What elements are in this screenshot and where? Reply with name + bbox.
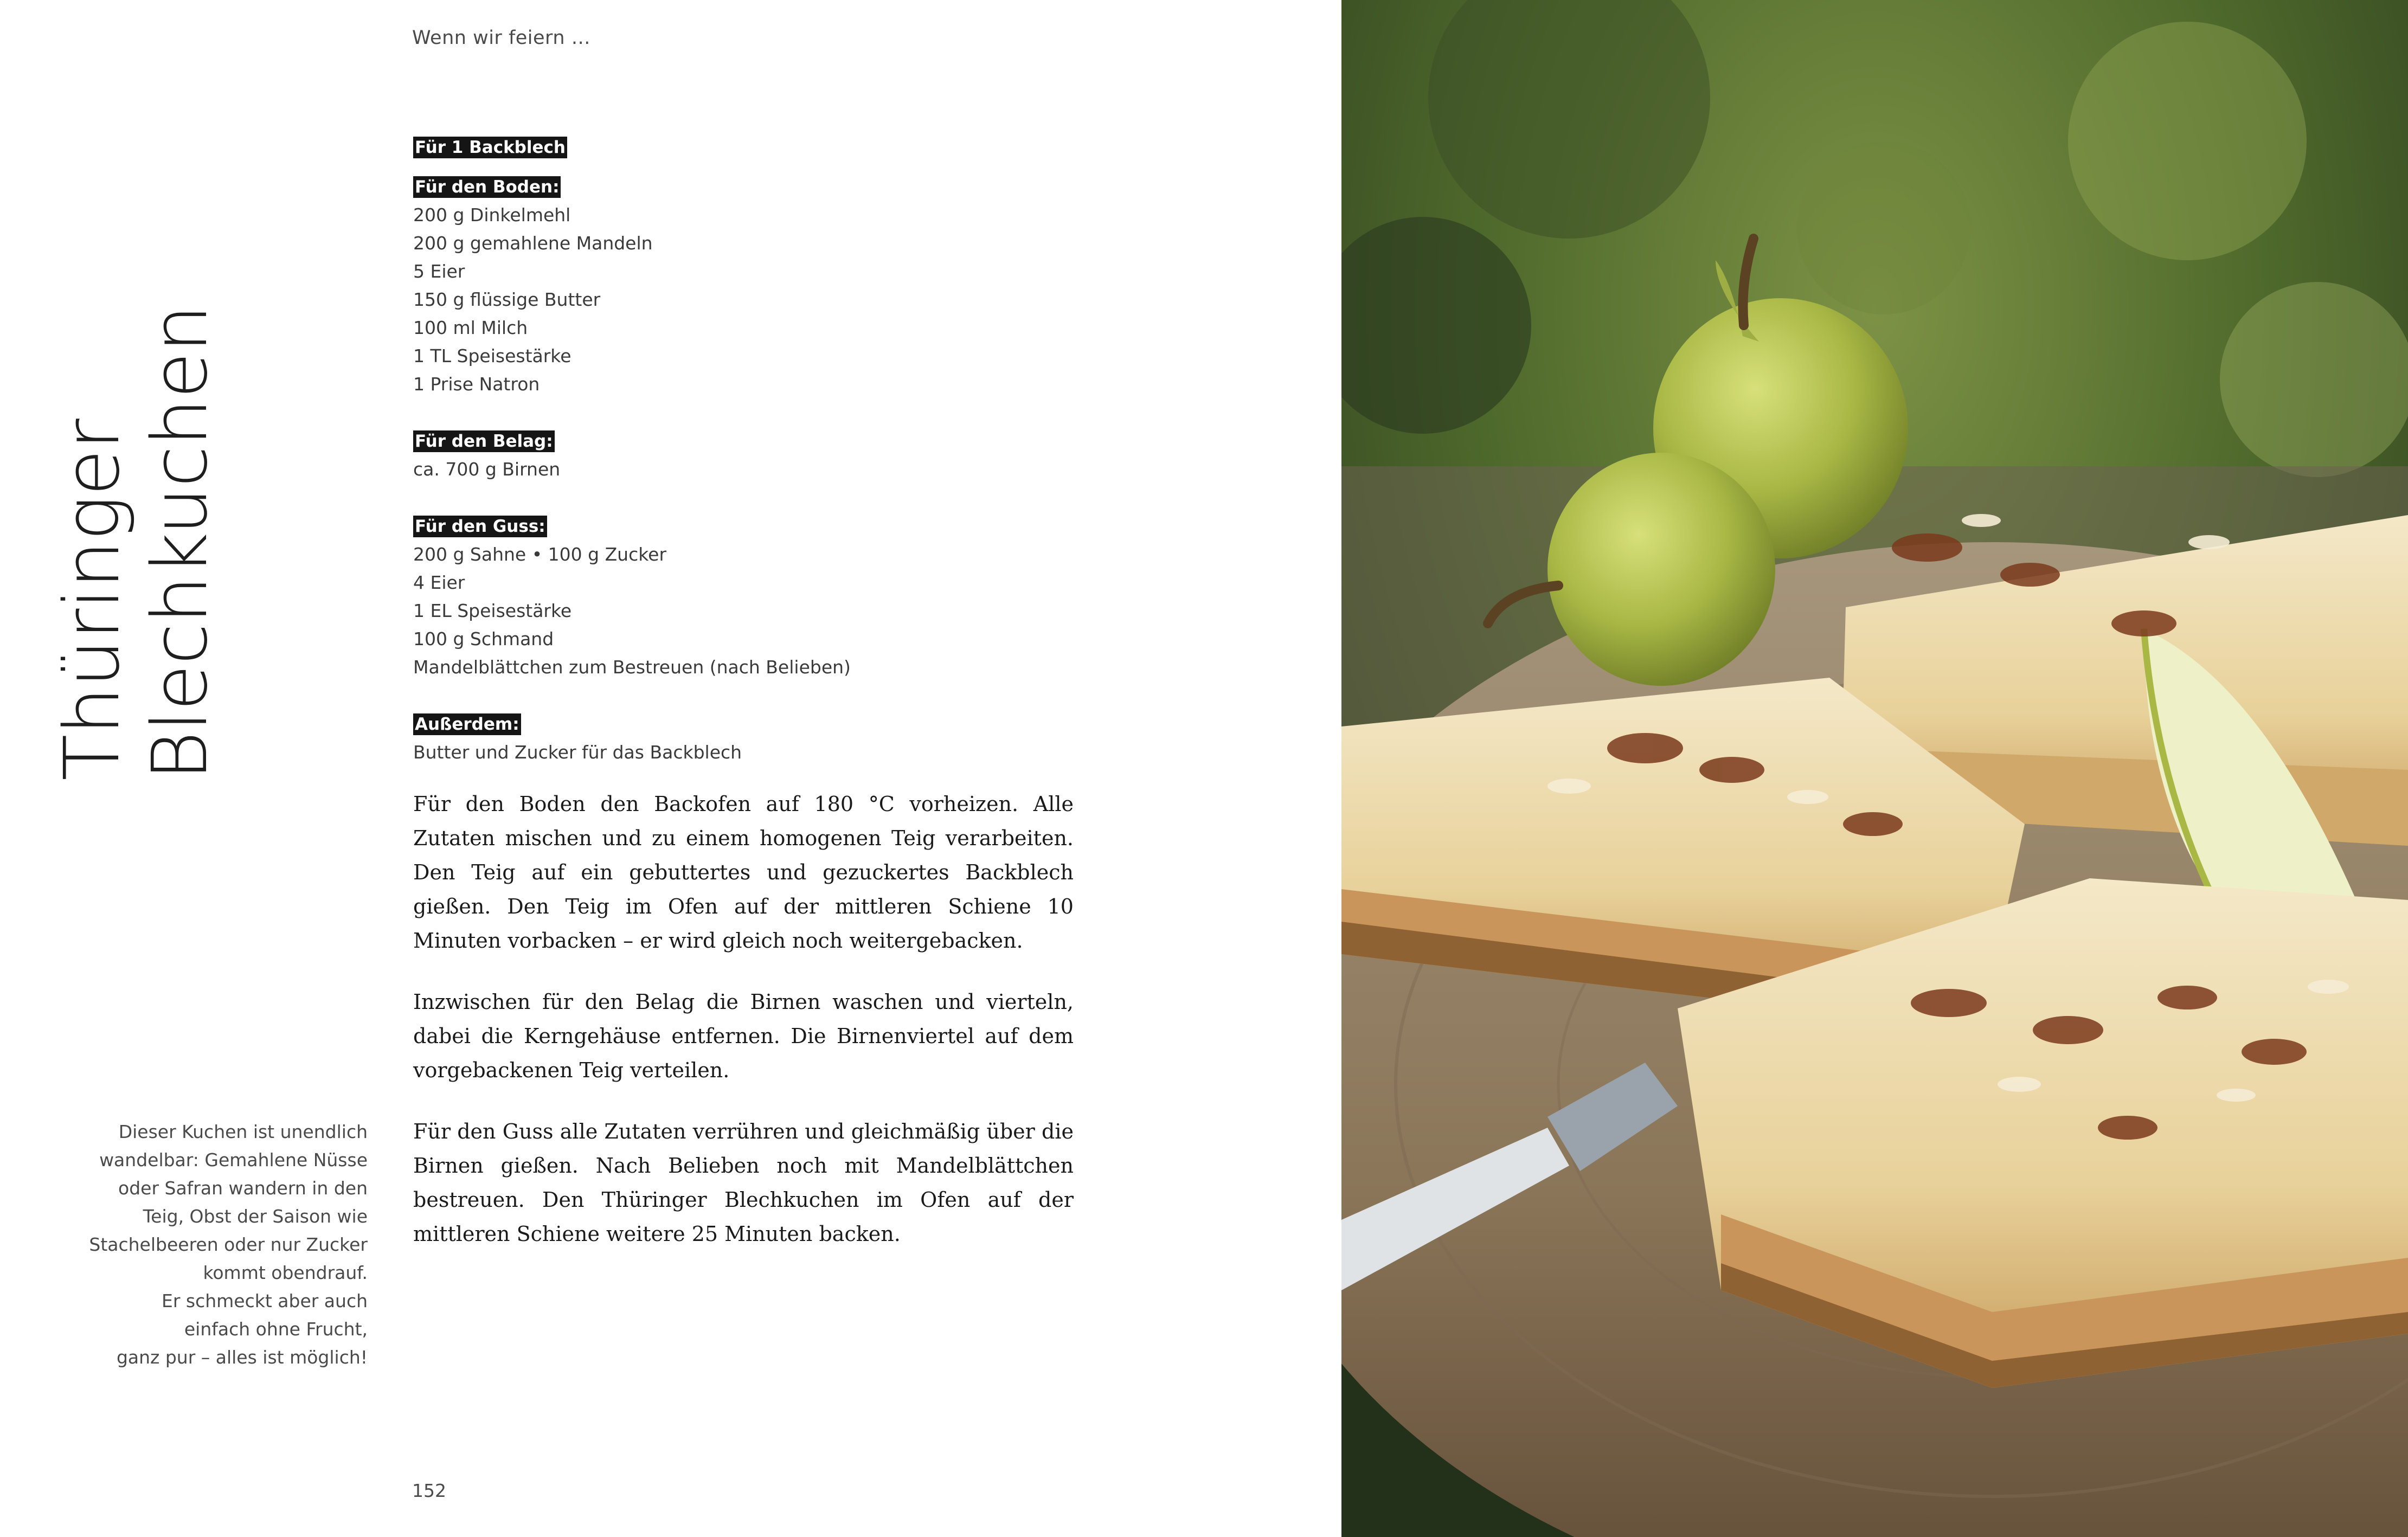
side-note-line: einfach ohne Frucht, — [184, 1319, 368, 1340]
ingredient-list — [413, 133, 1118, 767]
running-head: Wenn wir feiern … — [412, 27, 591, 49]
side-note-line: Dieser Kuchen ist unendlich — [118, 1121, 368, 1142]
side-note-line: oder Safran wandern in den — [118, 1178, 368, 1199]
ingredient-item: 200 g Dinkelmehl — [413, 204, 571, 226]
section-heading-ausserdem: Außerdem: — [413, 713, 521, 735]
ingredient-item: 100 g Schmand — [413, 628, 554, 649]
ingredient-item: Butter und Zucker für das Backblech — [413, 742, 742, 763]
side-note-line: Teig, Obst der Saison wie — [143, 1206, 368, 1227]
photo-illustration — [1341, 0, 2408, 1537]
method-paragraph: Für den Guss alle Zutaten verrühren und gleichmäßig über die Birnen gießen. Nach Belieben noch mit Mandelblättchen bestreuen. Den Thüringer Blechkuchen im Ofen auf der mittleren Schiene weitere 25 Minuten backen. — [413, 1120, 1074, 1246]
recipe-title — [48, 305, 396, 781]
section-heading-boden: Für den Boden: — [413, 176, 561, 198]
ingredient-item: 4 Eier — [413, 572, 465, 593]
ingredient-item: 1 TL Speisestärke — [413, 345, 572, 366]
section-heading-guss: Für den Guss: — [413, 516, 547, 537]
side-note-line: wandelbar: Gemahlene Nüsse — [99, 1149, 368, 1171]
section-heading-belag: Für den Belag: — [413, 430, 555, 452]
ingredient-item: 1 EL Speisestärke — [413, 600, 572, 621]
ingredient-item: ca. 700 g Birnen — [413, 459, 561, 480]
method-paragraph: Für den Boden den Backofen auf 180 °C vorheizen. Alle Zutaten mischen und zu einem homogenen Teig verarbeiten. Den Teig auf ein gebuttertes und gezuckertes Backblech gießen. Den Teig im Ofen auf der mittleren Schiene 10 Minuten vorbacken – er wird gleich noch weitergebacken. — [413, 792, 1074, 953]
ingredient-item: 200 g Sahne • 100 g Zucker — [413, 544, 667, 565]
method-text — [413, 787, 1074, 1278]
side-note-line: kommt obendrauf. — [203, 1262, 368, 1283]
side-note-line: Er schmeckt aber auch — [161, 1290, 368, 1311]
title-line-2: Blechkuchen — [136, 305, 224, 781]
ingredient-item: 1 Prise Natron — [413, 374, 540, 395]
method-paragraph: Inzwischen für den Belag die Birnen waschen und vierteln, dabei die Kerngehäuse entfernen. Die Birnenviertel auf dem vorgebackenen Teig verteilen. — [413, 990, 1074, 1082]
side-note-line: Stachelbeeren oder nur Zucker — [89, 1234, 368, 1255]
ingredient-item: 150 g flüssige Butter — [413, 289, 601, 310]
ingredient-item: Mandelblättchen zum Bestreuen (nach Belieben) — [413, 657, 851, 678]
side-note — [81, 1118, 368, 1372]
title-line-1: Thüringer — [48, 419, 137, 781]
ingredient-item: 100 ml Milch — [413, 317, 528, 338]
side-note-line: ganz pur – alles ist möglich! — [116, 1347, 368, 1368]
yield-heading: Für 1 Backblech — [413, 137, 567, 158]
food-photo — [1341, 0, 2408, 1537]
page-number: 152 — [412, 1480, 446, 1501]
ingredient-item: 200 g gemahlene Mandeln — [413, 233, 653, 254]
ingredient-item: 5 Eier — [413, 261, 465, 282]
